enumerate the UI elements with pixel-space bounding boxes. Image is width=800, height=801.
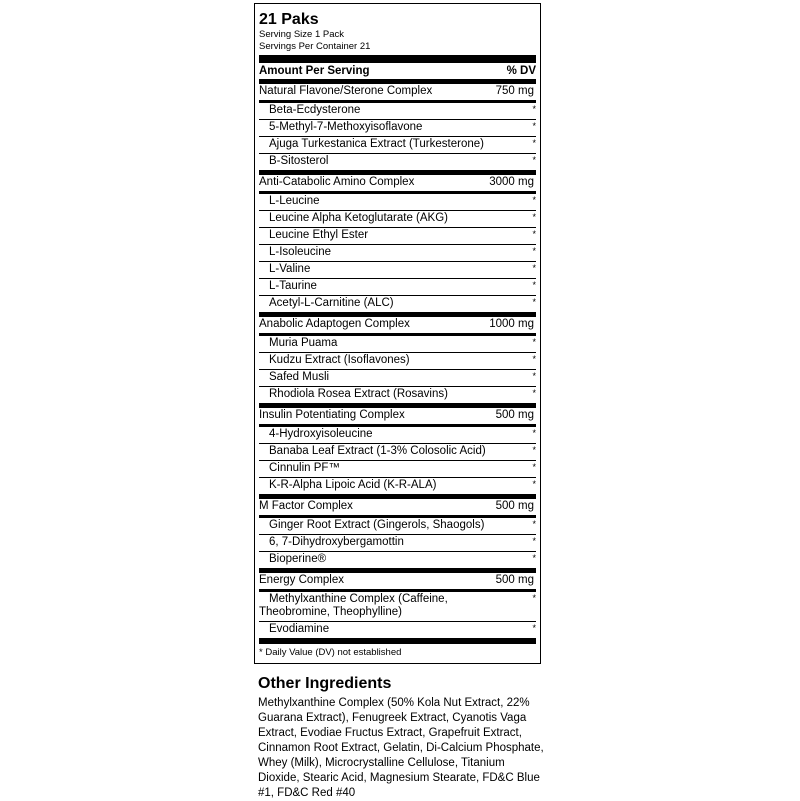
- ingredient-row: [259, 211, 536, 228]
- ingredient-row: [259, 427, 536, 444]
- dv-label: % DV: [506, 65, 536, 77]
- ingredient-row: [259, 336, 536, 353]
- ingredient-dv: *: [532, 280, 536, 290]
- ingredient-name: Leucine Alpha Ketoglutarate (AKG): [269, 212, 449, 224]
- section-name: Natural Flavone/Sterone Complex: [259, 85, 433, 97]
- ingredient-row: [259, 552, 536, 568]
- ingredient-name: Ginger Root Extract (Gingerols, Shaogols): [269, 519, 485, 531]
- servings-per-container: Servings Per Container 21: [259, 41, 371, 52]
- section-amount: 500 mg: [495, 500, 534, 512]
- ingredient-name: Acetyl-L-Carnitine (ALC): [269, 297, 394, 309]
- section-name: Anabolic Adaptogen Complex: [259, 318, 410, 330]
- ingredient-name: Cinnulin PF™: [269, 462, 340, 474]
- ingredient-row: [259, 535, 536, 552]
- ingredient-dv: *: [532, 462, 536, 472]
- section-name: Energy Complex: [259, 574, 345, 586]
- ingredient-row: [259, 228, 536, 245]
- ingredient-name: Leucine Ethyl Ester: [269, 229, 369, 241]
- ingredient-dv: *: [532, 536, 536, 546]
- ingredient-row: [259, 154, 536, 170]
- header-divider: [259, 55, 536, 63]
- ingredient-row: [259, 120, 536, 137]
- section-amount: 500 mg: [495, 574, 534, 586]
- section-amount: 3000 mg: [489, 176, 534, 188]
- ingredient-dv: *: [532, 104, 536, 114]
- ingredient-name: 6, 7-Dihydroxybergamottin: [269, 536, 404, 548]
- ingredient-name: Muria Puama: [269, 337, 338, 349]
- ingredient-dv: *: [532, 121, 536, 131]
- section-row: [259, 499, 536, 515]
- ingredient-name: K-R-Alpha Lipoic Acid (K-R-ALA): [269, 479, 437, 491]
- ingredient-dv: *: [532, 519, 536, 529]
- ingredient-name: L-Valine: [269, 263, 311, 275]
- table-header: [259, 63, 536, 79]
- ingredient-name: 4-Hydroxyisoleucine: [269, 428, 373, 440]
- serving-size: Serving Size 1 Pack: [259, 29, 345, 40]
- ingredient-name: Banaba Leaf Extract (1-3% Colosolic Acid): [269, 445, 486, 457]
- ingredient-name: L-Taurine: [269, 280, 317, 292]
- ingredient-dv: *: [532, 388, 536, 398]
- section-name: Anti-Catabolic Amino Complex: [259, 176, 415, 188]
- section-amount: 500 mg: [495, 409, 534, 421]
- other-ingredients: [258, 675, 548, 801]
- ingredient-name: Beta-Ecdysterone: [269, 104, 361, 116]
- ingredient-row: [259, 296, 536, 312]
- ingredient-row: [259, 103, 536, 120]
- ingredient-sections: [259, 84, 536, 638]
- section-amount: 750 mg: [495, 85, 534, 97]
- ingredient-row: [259, 370, 536, 387]
- ingredient-name: Evodiamine: [269, 623, 330, 635]
- ingredient-name: B-Sitosterol: [269, 155, 329, 167]
- ingredient-dv: *: [532, 623, 536, 633]
- other-ingredients-text: Methylxanthine Complex (50% Kola Nut Extract, 22% Guarana Extract), Fenugreek Extract, Cyanotis Vaga Extract, Evodiae Fructus Extract, Grapefruit Extract, Cinnamon Root Extract, Gelatin, Di-Calcium Phosphate, Whey (Milk), Microcrystalline Cellulose, Titanium Dioxide, Stearic Acid, Magnesium Stearate, FD&C Blue #1, FD&C Red #40: [258, 697, 544, 799]
- ingredient-name: Bioperine®: [269, 553, 327, 565]
- ingredient-dv: *: [532, 445, 536, 455]
- supplement-facts-panel: [254, 3, 541, 664]
- ingredient-dv: *: [532, 479, 536, 489]
- ingredient-row: [259, 245, 536, 262]
- section-row: [259, 84, 536, 100]
- ingredient-name: L-Isoleucine: [269, 246, 332, 258]
- footer-divider: [259, 638, 536, 644]
- section-name: M Factor Complex: [259, 500, 353, 512]
- section-row: [259, 317, 536, 333]
- ingredient-dv: *: [532, 229, 536, 239]
- ingredient-name: Kudzu Extract (Isoflavones): [269, 354, 410, 366]
- ingredient-row: [259, 137, 536, 154]
- ingredient-row: [259, 478, 536, 494]
- ingredient-name: Ajuga Turkestanica Extract (Turkesterone): [269, 138, 484, 150]
- ingredient-name: L-Leucine: [269, 195, 320, 207]
- ingredient-name: Methylxanthine Complex (Caffeine, Theobromine, Theophylline): [259, 593, 448, 618]
- ingredient-dv: *: [532, 195, 536, 205]
- section-row: [259, 573, 536, 589]
- ingredient-dv: *: [532, 337, 536, 347]
- ingredient-name: Safed Musli: [269, 371, 330, 383]
- ingredient-dv: *: [532, 297, 536, 307]
- ingredient-row: [259, 461, 536, 478]
- ingredient-dv: *: [532, 155, 536, 165]
- section-row: [259, 408, 536, 424]
- ingredient-row: [259, 444, 536, 461]
- ingredient-row: [259, 262, 536, 279]
- ingredient-dv: *: [532, 263, 536, 273]
- ingredient-row: [259, 622, 536, 638]
- panel-title: 21 Paks: [259, 11, 319, 28]
- ingredient-dv: *: [532, 593, 536, 603]
- ingredient-dv: *: [532, 553, 536, 563]
- amount-per-serving-label: Amount Per Serving: [259, 65, 370, 77]
- ingredient-name: Rhodiola Rosea Extract (Rosavins): [269, 388, 448, 400]
- ingredient-dv: *: [532, 212, 536, 222]
- ingredient-row: [259, 592, 536, 622]
- section-name: Insulin Potentiating Complex: [259, 409, 405, 421]
- ingredient-dv: *: [532, 138, 536, 148]
- ingredient-row: [259, 279, 536, 296]
- ingredient-row: [259, 518, 536, 535]
- ingredient-row: [259, 194, 536, 211]
- ingredient-dv: *: [532, 246, 536, 256]
- ingredient-dv: *: [532, 371, 536, 381]
- dv-footnote: * Daily Value (DV) not established: [259, 647, 402, 658]
- ingredient-row: [259, 353, 536, 370]
- other-ingredients-title: Other Ingredients: [258, 675, 392, 692]
- section-amount: 1000 mg: [489, 318, 534, 330]
- ingredient-row: [259, 387, 536, 403]
- ingredient-name: 5-Methyl-7-Methoxyisoflavone: [269, 121, 423, 133]
- ingredient-dv: *: [532, 428, 536, 438]
- section-row: [259, 175, 536, 191]
- ingredient-dv: *: [532, 354, 536, 364]
